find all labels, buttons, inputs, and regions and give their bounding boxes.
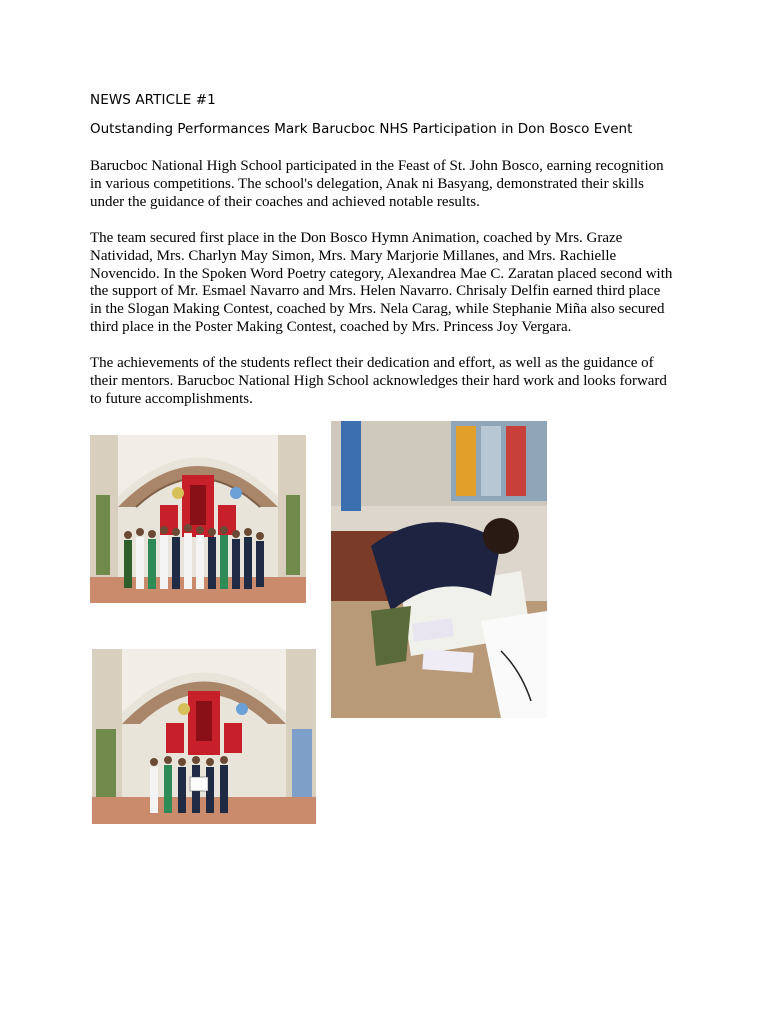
article-headline: Outstanding Performances Mark Barucboc NHS Participation in Don Bosco Event bbox=[90, 121, 633, 137]
article-paragraph-1: Barucboc National High School participated in the Feast of St. John Bosco, earning recognition in various competitions. The school's delegation, Anak ni Basyang, demonstrated their skills under the guidance of their coaches and achieved notable results. bbox=[90, 158, 664, 210]
article-paragraph-3: The achievements of the students reflect their dedication and effort, as well as the guidance of their mentors. Barucboc National High School acknowledges their hard work and looks forward to future accomplishments. bbox=[90, 355, 667, 407]
article-paragraph-2: The team secured first place in the Don Bosco Hymn Animation, coached by Mrs. Graze Natividad, Mrs. Charlyn May Simon, Mrs. Mary Marjorie Millanes, and Mrs. Rachielle Novencido. In the Spoken Word Poetry category, Alexandrea Mae C. Zaratan placed second with the support of Mr. Esmael Navarro and Mrs. Helen Navarro. Chrisaly Delfin earned third place in the Slogan Making Contest, coached by Mrs. Nela Carag, while Stephanie Miña also secured third place in the Poster Making Contest, coached by Mrs. Princess Joy Vergara. bbox=[90, 230, 673, 335]
church-group-photo-2 bbox=[92, 649, 316, 824]
church-group-photo-1 bbox=[90, 435, 306, 603]
student-drawing-photo bbox=[331, 421, 547, 718]
article-label: NEWS ARTICLE #1 bbox=[90, 92, 216, 108]
